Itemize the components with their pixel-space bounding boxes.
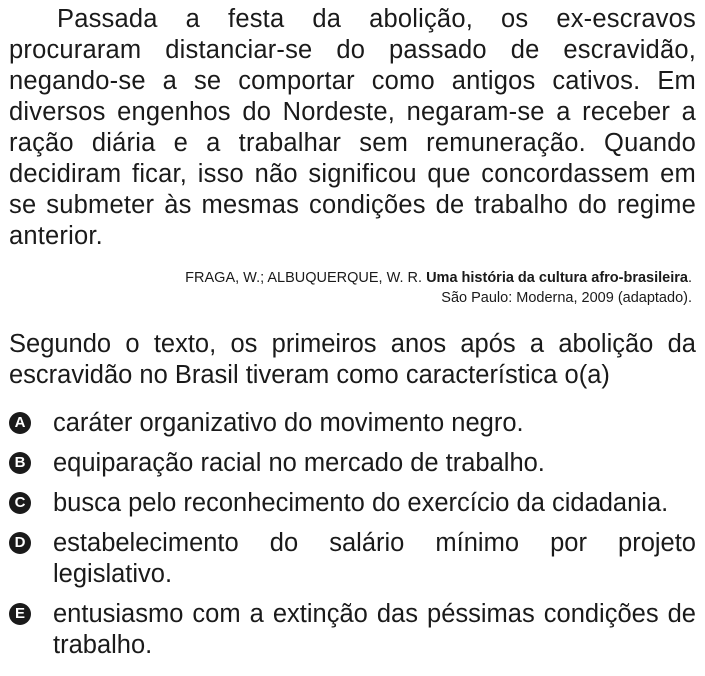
option-e-letter-badge: E [9,603,31,625]
question-stem: Segundo o texto, os primeiros anos após a abolição da escravidão no Brasil tiveram como característica o(a) [9,330,696,389]
option-b-text: equiparação racial no mercado de trabalho. [53,449,545,477]
source-citation [9,268,696,308]
option-c[interactable] [9,488,696,519]
option-d-text: estabelecimento do salário mínimo por projeto legislativo. [53,529,696,588]
option-a[interactable] [9,408,696,439]
option-a-letter-badge: A [9,412,31,434]
answer-options [9,408,696,661]
option-a-text: caráter organizativo do movimento negro. [53,409,524,437]
option-e[interactable] [9,599,696,661]
option-d-letter-badge: D [9,532,31,554]
option-c-text: busca pelo reconhecimento do exercício da cidadania. [53,489,669,517]
citation-authors: FRAGA, W.; ALBUQUERQUE, W. R. [185,270,423,286]
citation-publication: São Paulo: Moderna, 2009 (adaptado). [441,290,692,306]
option-e-text: entusiasmo com a extinção das péssimas condições de trabalho. [53,600,696,659]
option-b[interactable] [9,448,696,479]
option-b-letter-badge: B [9,452,31,474]
option-c-letter-badge: C [9,492,31,514]
citation-line-1: FRAGA, W.; ALBUQUERQUE, W. R. Uma história da cultura afro-brasileira. [185,270,692,286]
citation-work-title: Uma história da cultura afro-brasileira [426,270,688,286]
option-d[interactable] [9,528,696,590]
passage-text: Passada a festa da abolição, os ex-escravos procuraram distanciar-se do passado de escravidão, negando-se a se comportar como antigos cativos. Em diversos engenhos do Nordeste, negaram-se a receber a ração diária e a trabalhar sem remuneração. Quando decidiram ficar, isso não significou que concordassem em se submeter às mesmas condições de trabalho do regime anterior. [9,5,696,250]
